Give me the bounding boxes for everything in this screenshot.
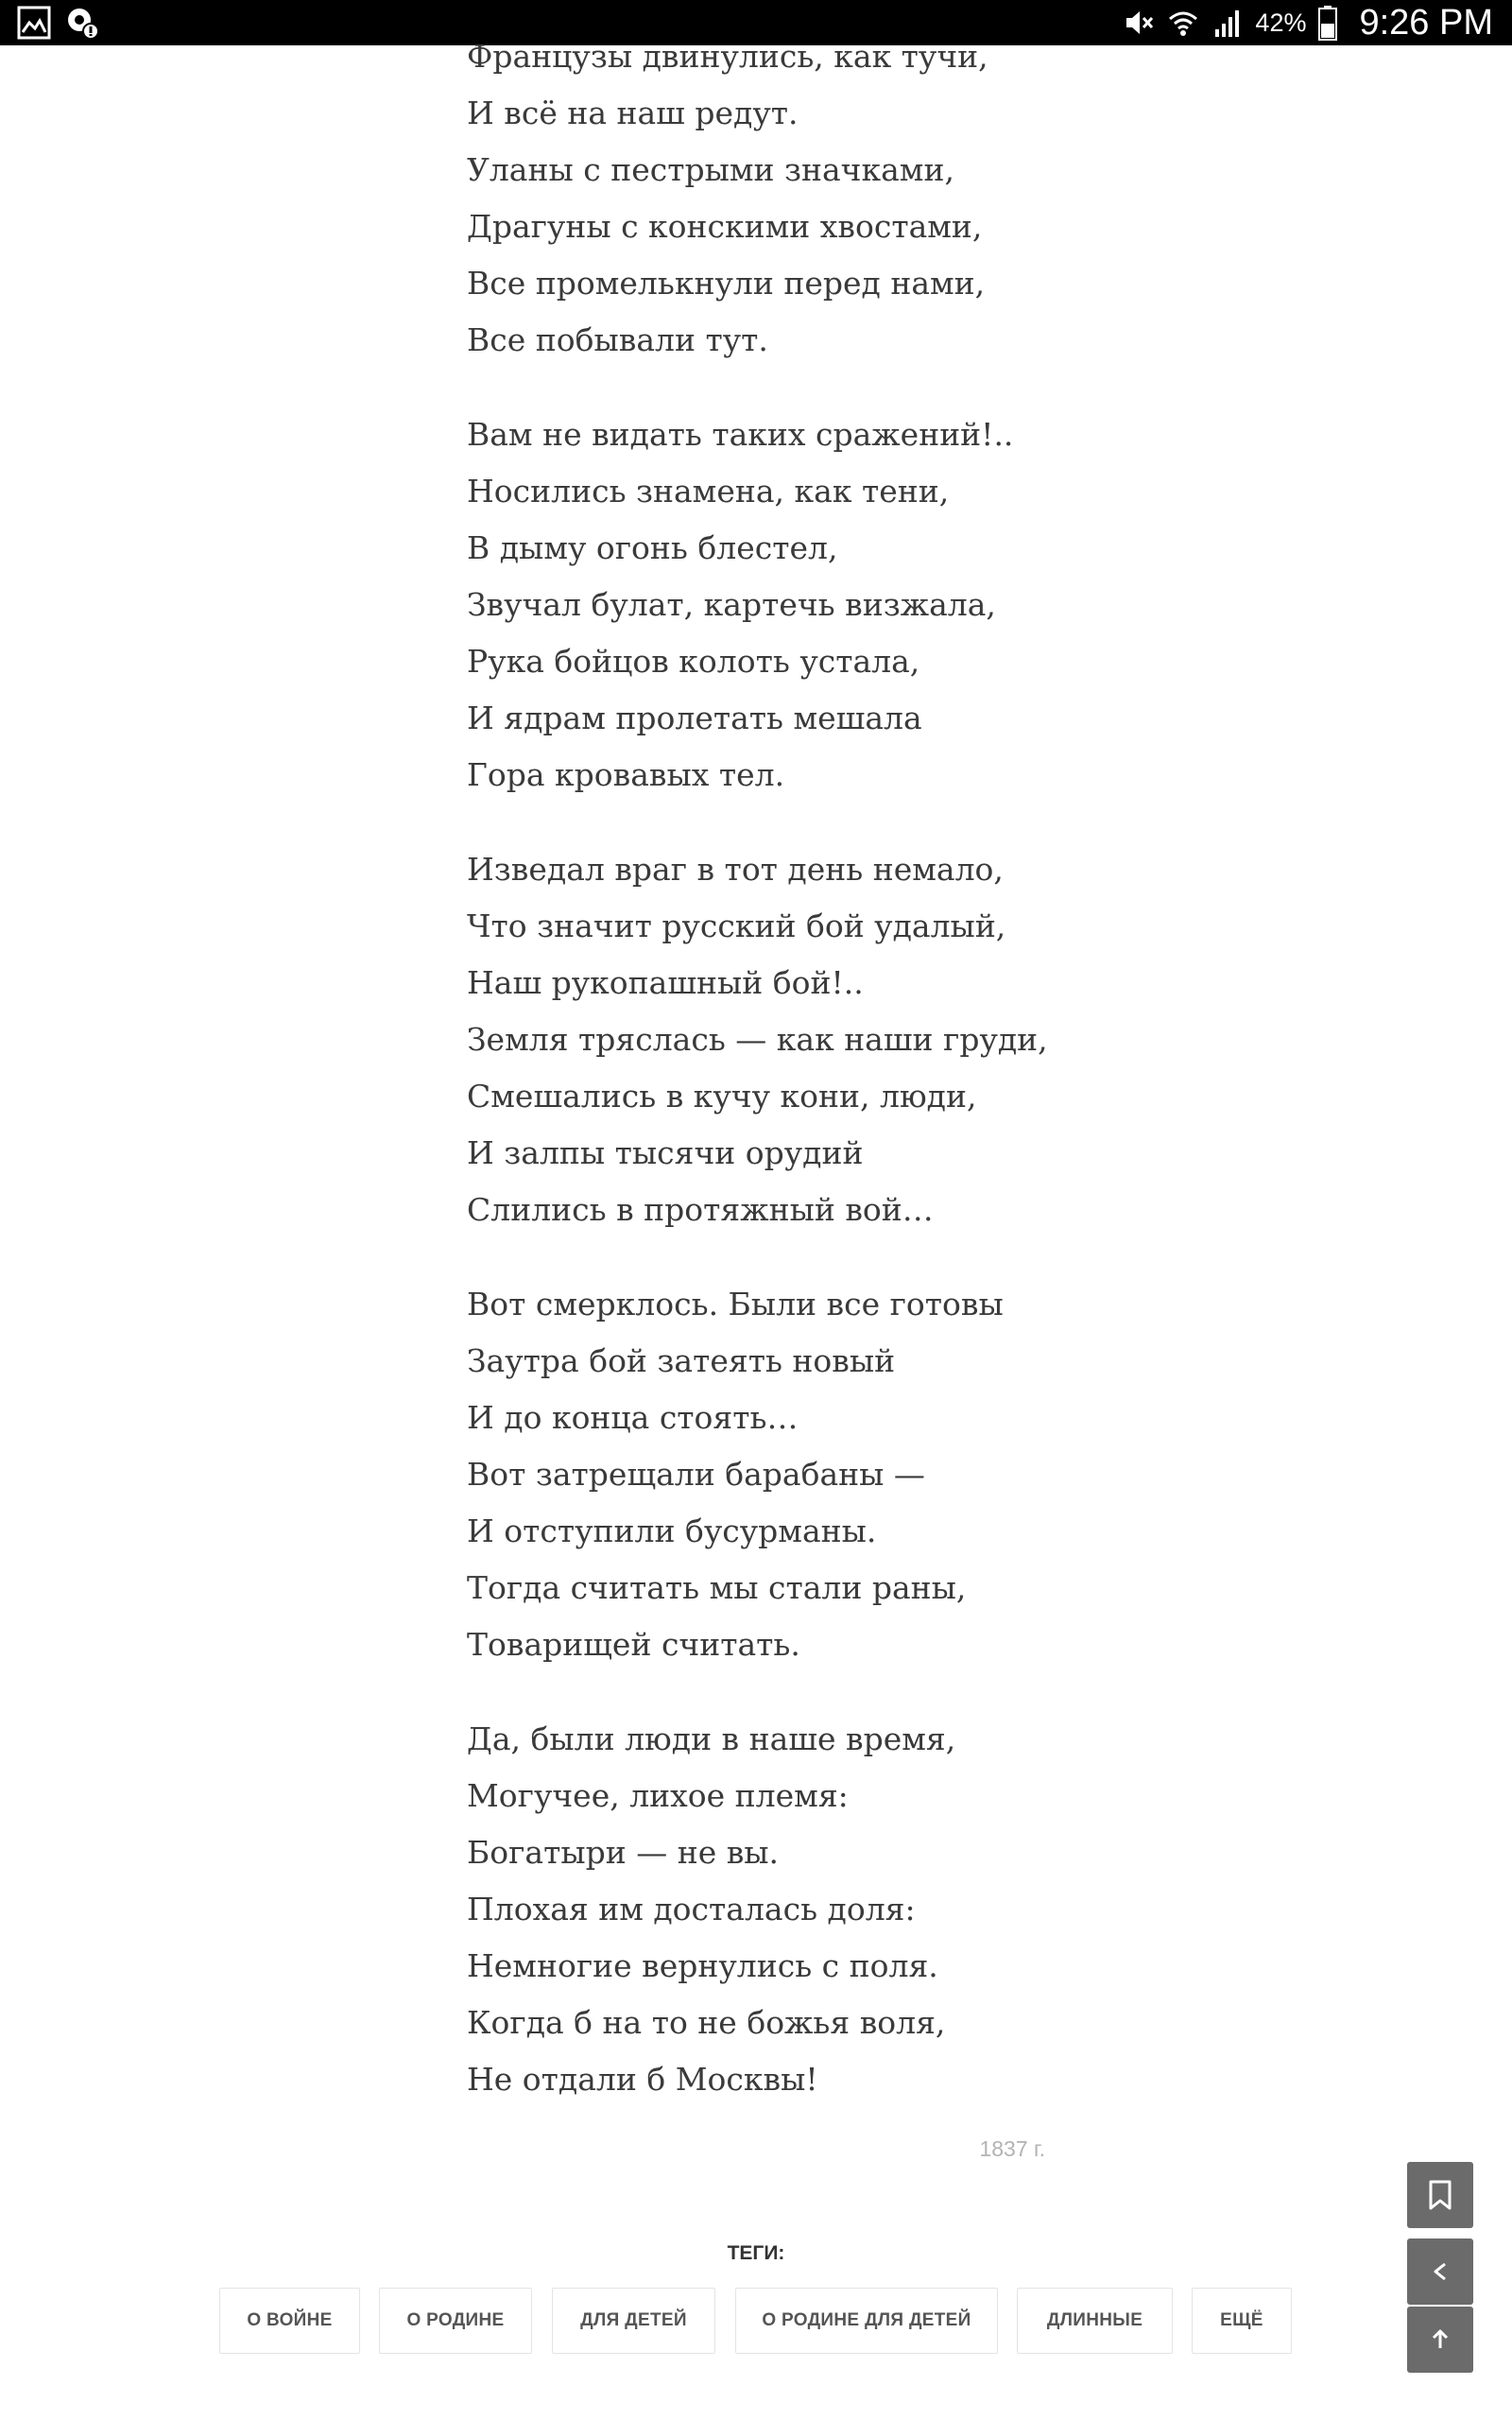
stanza-gap: [467, 1238, 1128, 1276]
poem-line: Изведал враг в тот день немало,: [467, 851, 1004, 888]
stanza: [467, 841, 1128, 1238]
clock: 9:26 PM: [1359, 2, 1493, 43]
poem-line: И до конца стоять…: [467, 1399, 799, 1436]
poem-line: Уланы с пестрыми значками,: [467, 151, 954, 188]
poem-line: И залпы тысячи орудий: [467, 1134, 864, 1171]
poem-year: 1837 г.: [979, 2136, 1045, 2161]
tags-title: ТЕГИ:: [727, 2242, 785, 2264]
stanza: [467, 28, 1128, 369]
poem-line: Вам не видать таких сражений!..: [467, 416, 1014, 453]
wifi-icon: [1166, 6, 1200, 40]
poem-line: Вот затрещали барабаны —: [467, 1456, 925, 1493]
poem-line: Да, были люди в наше время,: [467, 1720, 956, 1757]
poem-line: Звучал булат, картечь визжала,: [467, 586, 996, 623]
battery-icon: [1317, 5, 1338, 41]
poem-line: Все промелькнули перед нами,: [467, 265, 986, 302]
poem-line: Заутра бой затеять новый: [467, 1342, 896, 1379]
poem-line: И отступили бусурманы.: [467, 1512, 877, 1549]
tags-more-button[interactable]: ЕЩЁ: [1192, 2288, 1292, 2354]
poem-line: Гора кровавых тел.: [467, 756, 785, 793]
poem-line: Тогда считать мы стали раны,: [467, 1569, 967, 1606]
tag-dlya-detei[interactable]: ДЛЯ ДЕТЕЙ: [552, 2288, 715, 2354]
poem-line: И ядрам пролетать мешала: [467, 700, 922, 736]
signal-icon: [1211, 7, 1244, 39]
poem-text: [467, 28, 1128, 2108]
tag-dlinnye[interactable]: ДЛИННЫЕ: [1017, 2288, 1173, 2354]
battery-percent: 42%: [1255, 8, 1307, 37]
stanza-gap: [467, 804, 1128, 841]
poem-line: В дыму огонь блестел,: [467, 529, 838, 566]
poem-line: Плохая им досталась доля:: [467, 1891, 916, 1927]
status-bar-notifications: [17, 4, 100, 42]
poem-line: Земля тряслась — как наши груди,: [467, 1021, 1048, 1058]
poem-line: Что значит русский бой удалый,: [467, 908, 1006, 944]
stanza-gap: [467, 369, 1128, 406]
poem-line: Наш рукопашный бой!..: [467, 964, 864, 1001]
bookmark-button[interactable]: [1407, 2162, 1473, 2228]
poem-line: Смешались в кучу кони, люди,: [467, 1078, 977, 1115]
poem-line: Могучее, лихое племя:: [467, 1777, 849, 1814]
tag-o-voine[interactable]: О ВОЙНЕ: [219, 2288, 360, 2354]
gallery-icon: [17, 6, 51, 40]
poem-line: Не отдали б Москвы!: [467, 2061, 818, 2098]
scroll-to-top-button[interactable]: [1407, 2307, 1473, 2373]
tag-o-rodine-dlya-detei[interactable]: О РОДИНЕ ДЛЯ ДЕТЕЙ: [735, 2288, 998, 2354]
poem-line: Богатыри — не вы.: [467, 1834, 780, 1871]
poem-line: Немногие вернулись с поля.: [467, 1947, 938, 1984]
share-icon: [1429, 2259, 1452, 2284]
stanza: [467, 406, 1128, 804]
stanza: [467, 1276, 1128, 1673]
poem-line: Рука бойцов колоть устала,: [467, 643, 920, 680]
tag-o-rodine[interactable]: О РОДИНЕ: [379, 2288, 532, 2354]
bookmark-icon: [1426, 2179, 1454, 2211]
status-bar-system: [1123, 0, 1493, 45]
share-button[interactable]: [1407, 2238, 1473, 2305]
poem-line: Вот смерклось. Были все готовы: [467, 1286, 1004, 1322]
settings-gear-icon: [64, 5, 100, 41]
arrow-up-icon: [1429, 2327, 1452, 2352]
poem-line: Носились знамена, как тени,: [467, 473, 950, 510]
stanza: [467, 1711, 1128, 2108]
poem-line: Слились в протяжный вой…: [467, 1191, 934, 1228]
poem-line: Товарищей считать.: [467, 1626, 800, 1663]
poem-line: Все побывали тут.: [467, 321, 768, 358]
poem-line: И всё на наш редут.: [467, 95, 799, 131]
poem-line: Драгуны с конскими хвостами,: [467, 208, 983, 245]
poem-line: Французы двинулись, как тучи,: [467, 38, 988, 75]
stanza-gap: [467, 1673, 1128, 1711]
poem-line: Когда б на то не божья воля,: [467, 2004, 946, 2041]
